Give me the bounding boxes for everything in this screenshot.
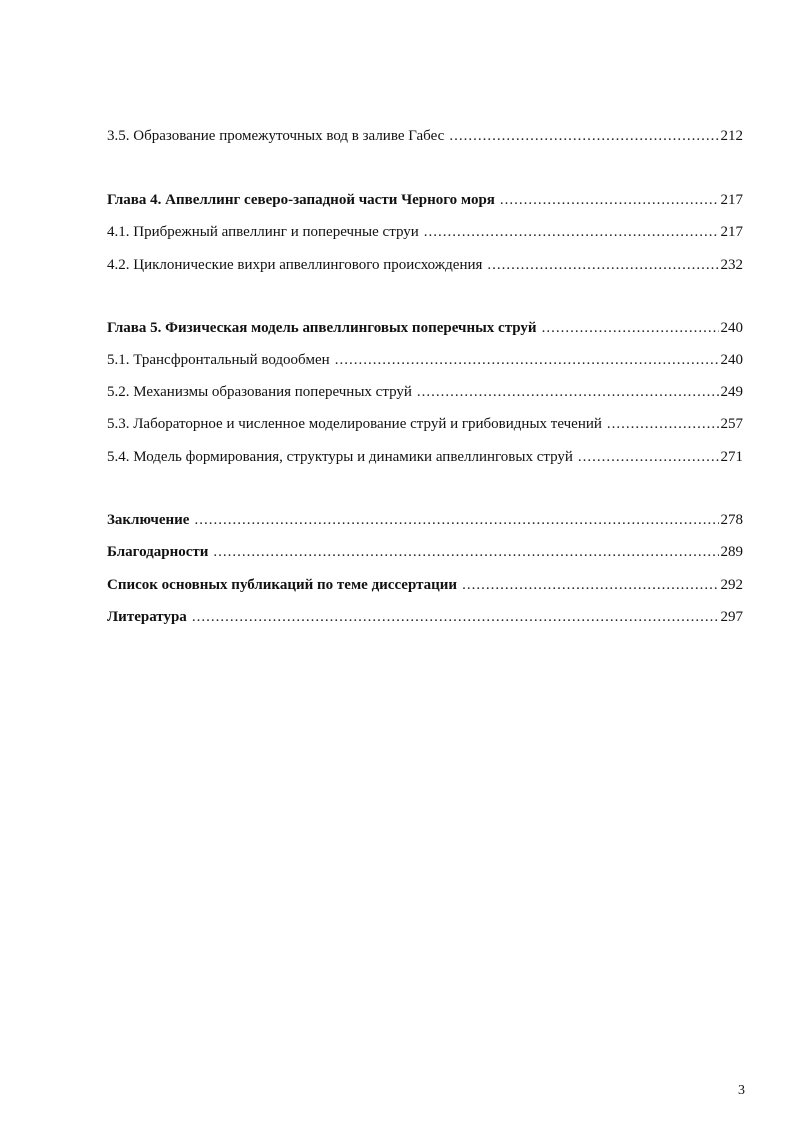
toc-leader-dots bbox=[335, 351, 719, 369]
toc-entry-title: 5.1. Трансфронтальный водообмен bbox=[107, 352, 330, 368]
toc-leader-dots bbox=[449, 127, 718, 145]
toc-leader-dots bbox=[487, 256, 718, 274]
toc-leader-dots bbox=[542, 319, 719, 337]
toc-entry-page: 232 bbox=[720, 257, 743, 273]
toc-literature bbox=[107, 608, 743, 626]
toc-entry-page: 271 bbox=[720, 449, 743, 465]
toc-leader-dots bbox=[194, 511, 718, 529]
toc-entry-4-1 bbox=[107, 223, 743, 241]
toc-entry-title: 5.3. Лабораторное и численное моделирование струй и грибовидных течений bbox=[107, 416, 602, 432]
toc-entry-4-2 bbox=[107, 256, 743, 274]
toc-entry-page: 240 bbox=[720, 352, 743, 368]
toc-entry-title: 5.2. Механизмы образования поперечных струй bbox=[107, 384, 412, 400]
toc-entry-page: 278 bbox=[720, 512, 743, 528]
toc-entry-title: 3.5. Образование промежуточных вод в заливе Габес bbox=[107, 128, 445, 144]
toc-entry-title: 5.4. Модель формирования, структуры и динамики апвеллинговых струй bbox=[107, 449, 573, 465]
toc-leader-dots bbox=[424, 223, 719, 241]
toc-conclusion bbox=[107, 511, 743, 529]
toc-entry-title: Глава 5. Физическая модель апвеллинговых поперечных струй bbox=[107, 320, 537, 336]
toc-entry-title: Благодарности bbox=[107, 544, 209, 560]
toc-entry-title: 4.2. Циклонические вихри апвеллингового происхождения bbox=[107, 257, 483, 273]
toc-entry-5-3 bbox=[107, 415, 743, 433]
toc-chapter-5 bbox=[107, 319, 743, 337]
toc-acknowledgements bbox=[107, 543, 743, 561]
toc-entry-title: Литература bbox=[107, 609, 187, 625]
toc-entry-title: Заключение bbox=[107, 512, 190, 528]
toc-chapter-4 bbox=[107, 191, 743, 209]
toc-leader-dots bbox=[462, 576, 718, 594]
toc-entry-title: 4.1. Прибрежный апвеллинг и поперечные струи bbox=[107, 224, 419, 240]
toc-entry-page: 217 bbox=[720, 192, 743, 208]
toc-entry-page: 249 bbox=[720, 384, 743, 400]
toc-leader-dots bbox=[192, 608, 719, 626]
toc-entry-page: 292 bbox=[720, 577, 743, 593]
page-number: 3 bbox=[738, 1083, 745, 1098]
toc-entry-page: 240 bbox=[720, 320, 743, 336]
toc-entry-page: 212 bbox=[720, 128, 743, 144]
toc-entry-title: Список основных публикаций по теме диссертации bbox=[107, 577, 458, 593]
toc-leader-dots bbox=[500, 191, 719, 209]
toc-entry-3-5 bbox=[107, 127, 743, 145]
toc-leader-dots bbox=[607, 415, 719, 433]
toc-entry-page: 257 bbox=[720, 416, 743, 432]
toc-entry-title: Глава 4. Апвеллинг северо-западной части Черного моря bbox=[107, 192, 495, 208]
toc-entry-5-1 bbox=[107, 351, 743, 369]
toc-entry-page: 289 bbox=[720, 544, 743, 560]
toc-entry-page: 217 bbox=[720, 224, 743, 240]
toc-publications bbox=[107, 576, 743, 594]
toc-entry-5-2 bbox=[107, 383, 743, 401]
toc-entry-5-4 bbox=[107, 448, 743, 466]
toc-leader-dots bbox=[417, 383, 719, 401]
toc-entry-page: 297 bbox=[720, 609, 743, 625]
toc-leader-dots bbox=[213, 543, 718, 561]
toc-leader-dots bbox=[578, 448, 719, 466]
